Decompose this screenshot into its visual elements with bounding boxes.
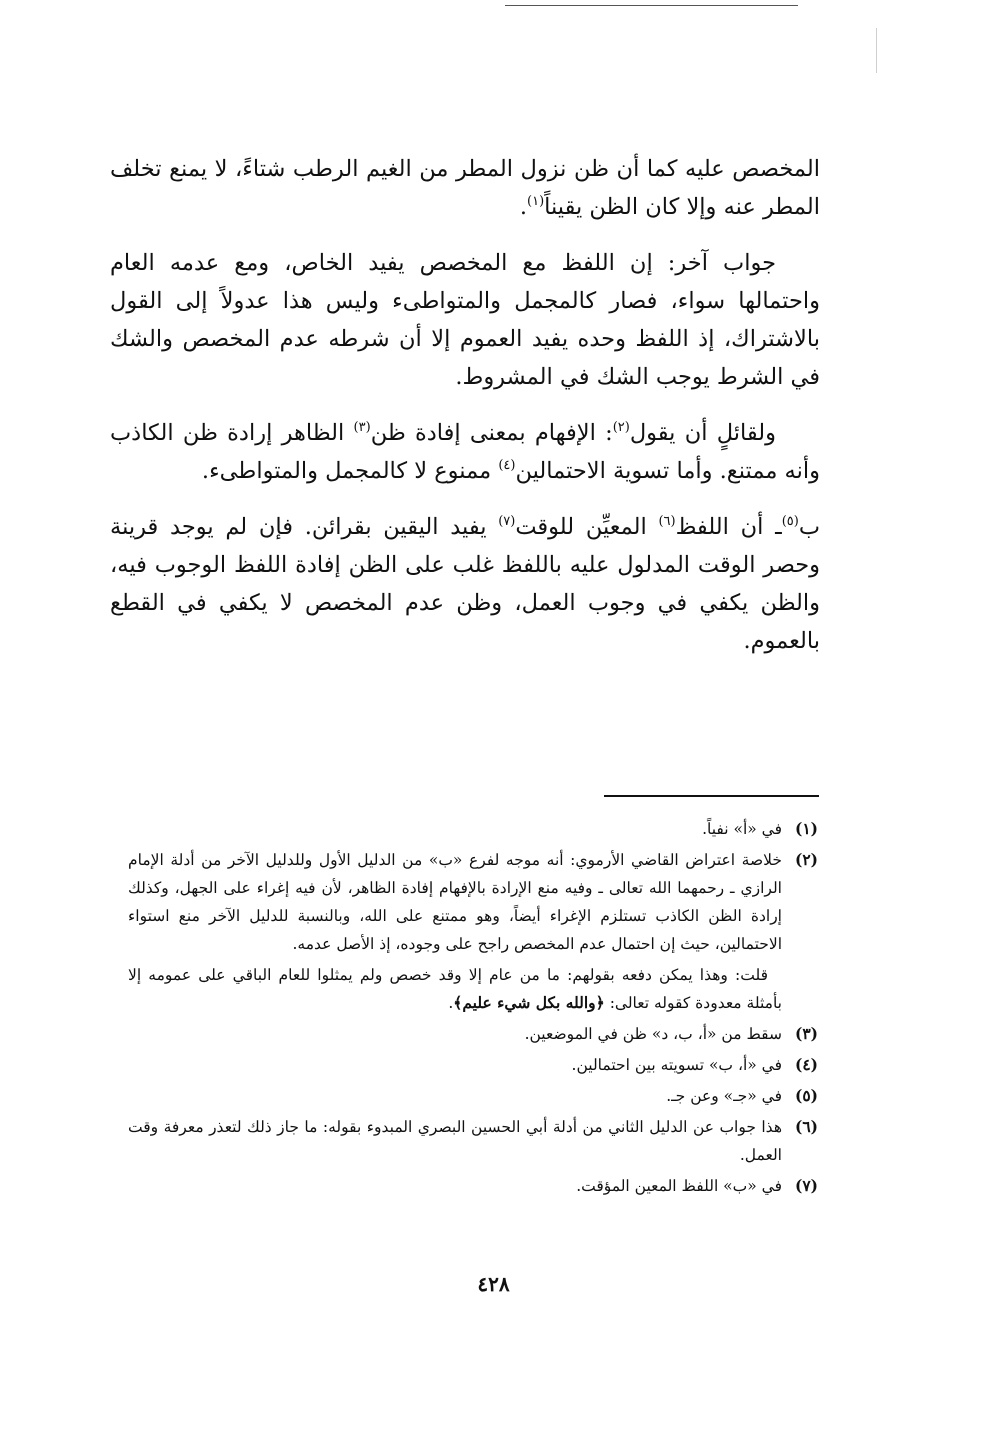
- footnote-7: (٧)في «ب» اللفظ المعين المؤقت.: [576, 1176, 818, 1195]
- paragraph-1: المخصص عليه كما أن ظن نزول المطر من الغيم الرطب شتاءً، لا يمنع تخلف المطر عنه وإلا كان الظن يقيناً$^{(١)}$.: [110, 156, 820, 220]
- footnote-4: (٤)في «أ، ب» تسويته بين احتمالين.: [571, 1055, 818, 1074]
- paragraph-3: ولقائلٍ أن يقول$^{(٢)}$: الإفهام بمعنى إفادة ظن$^{(٣)}$ الظاهر إرادة ظن الكاذب وأنه ممتنع. وأما تسوية الاحتمالين$^{(٤)}$ ممنوع لا كالمجمل والمتواطىء.: [110, 420, 820, 484]
- footnote-2: (٢)خلاصة اعتراض القاضي الأرموي: أنه موجه لفرع «ب» من الدليل الأول وللدليل الآخر من أدلة الإمام الرازي ـ رحمهما الله تعالى ـ وفيه منع الإرادة بالإفهام إفادة الظاهر، لأن فيه إغراء على الجهل، وكذلك إرادة الظن الكاذب تستلزم الإغراء أيضاً، وهو ممتنع على الله، وبالنسبة للدليل الآخر منع استواء الاحتمالين، حيث إن احتمال عدم المخصص راجح على وجوده، إذ الأصل عدمه.: [128, 850, 818, 953]
- footnote-ref-4[interactable]: (٤): [498, 458, 516, 473]
- footnote-ref-1[interactable]: (١): [527, 194, 545, 209]
- footnote-ref-3[interactable]: (٣): [353, 420, 371, 435]
- footnotes: [128, 815, 818, 1203]
- footnote-5: (٥)في «جـ» وعن جـ.: [666, 1086, 818, 1105]
- footnote-1: (١)في «أ» نفياً.: [702, 819, 818, 838]
- quran-verse: ﴿والله بكل شيء عليم﴾: [453, 993, 605, 1012]
- footnote-separator: [604, 795, 819, 797]
- paragraph-4: ب$^{(٥)}$ـ أن اللفظ$^{(٦)}$ المعيِّن للوقت$^{(٧)}$ يفيد اليقين بقرائن. فإن لم يوجد قرينة وحصر الوقت المدلول عليه باللفظ غلب على الظن إفادة اللفظ الوجوب فيه، والظن يكفي في وجوب العمل، وظن عدم المخصص لا يكفي في القطع بالعموم.: [110, 514, 821, 654]
- footnote-ref-6[interactable]: (٦): [658, 514, 676, 529]
- footnote-3: (٣)سقط من «أ، ب، د» ظن في الموضعين.: [524, 1024, 818, 1043]
- page-number: ٤٢٨: [477, 1272, 510, 1296]
- paragraph-2: جواب آخر: إن اللفظ مع المخصص يفيد الخاص، ومع عدمه العام واحتمالها سواء، فصار كالمجمل والمتواطىء وليس هذا عدولاً إلى القول بالاشتراك، إذ اللفظ وحده يفيد العموم إلا أن شرطه عدم المخصص والشك في الشرط يوجب الشك في المشروط.: [110, 250, 820, 390]
- footnote-2-continued: قلت: وهذا يمكن دفعه بقولهم: ما من عام إلا وقد خصص ولم يمثلوا للعام الباقي على عمومه إلا بأمثلة معدودة كقوله تعالى: ﴿والله بكل شيء عليم﴾.: [128, 966, 782, 1012]
- footnote-ref-2[interactable]: (٢): [612, 420, 630, 435]
- main-text: [110, 150, 820, 678]
- item-label-b: ب: [798, 514, 821, 540]
- top-rule: [505, 5, 798, 6]
- footnote-ref-7[interactable]: (٧): [498, 514, 516, 529]
- footnote-6: (٦)هذا جواب عن الدليل الثاني من أدلة أبي الحسين البصري المبدوء بقوله: ما جاز ذلك لتعذر معرفة وقت العمل.: [128, 1117, 818, 1164]
- footnote-ref-5[interactable]: (٥): [781, 514, 799, 529]
- margin-mark: [876, 28, 877, 73]
